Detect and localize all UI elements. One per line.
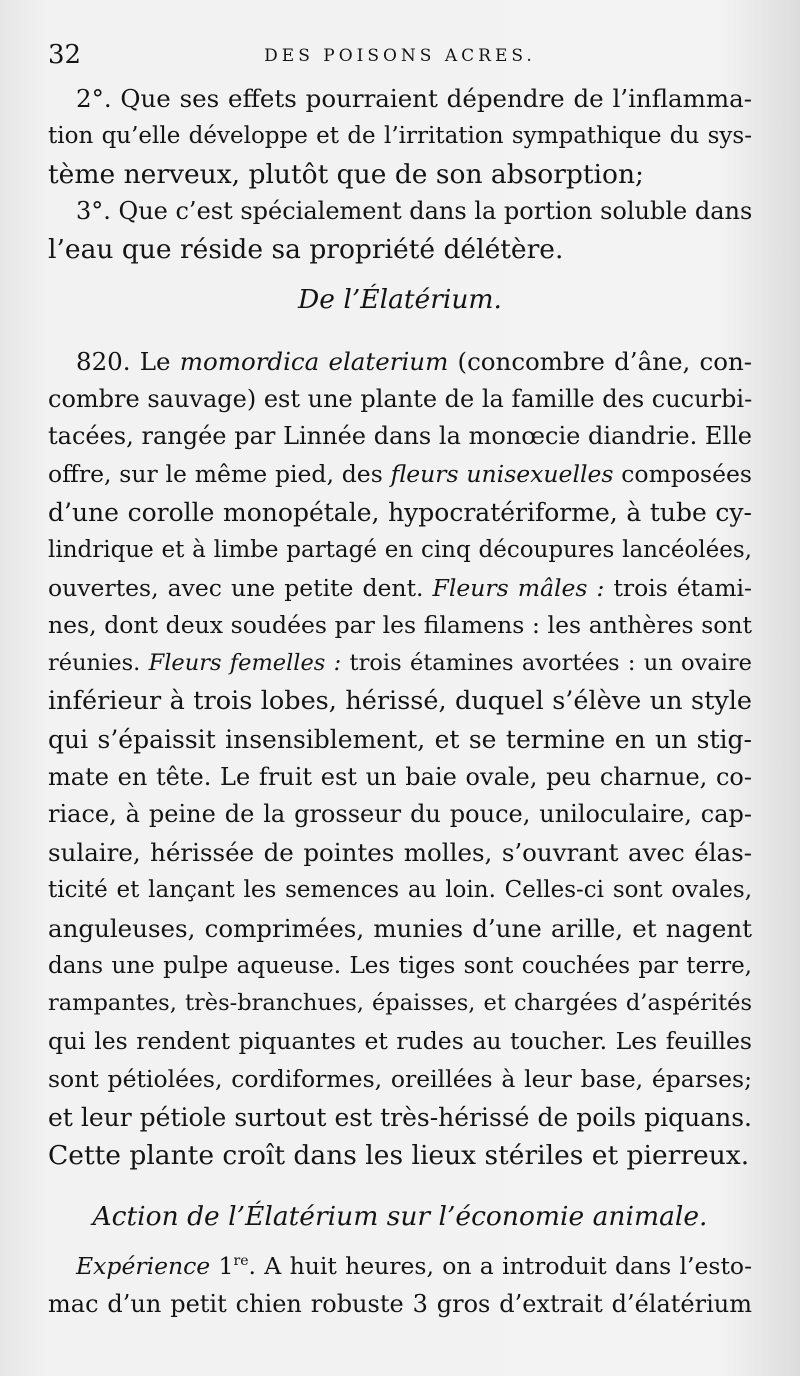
- text-line: [48, 645, 752, 683]
- text-line: et leur pétiole surtout est très-hérissé de poils piquans.: [48, 1102, 752, 1132]
- running-head: DES POISONS ACRES.: [264, 46, 536, 66]
- text-line: mate en tête. Le fruit est un baie ovale, peu charnue, co-: [48, 762, 752, 791]
- text-line: [48, 1248, 752, 1286]
- text-line: riace, à peine de la grosseur du pouce, uniloculaire, cap-: [48, 800, 752, 829]
- text-fragment: trois étami-: [604, 573, 752, 602]
- page-number: 32: [48, 40, 82, 70]
- section-heading: De l’Élatérium.: [298, 283, 502, 315]
- text-line: [48, 456, 752, 494]
- species-name: momordica elaterium: [179, 346, 449, 376]
- text-line: sont pétiolées, cordiformes, oreillées à leur base, éparses;: [48, 1064, 752, 1093]
- text-fragment: 820. Le: [76, 346, 180, 376]
- text-line: l’eau que réside sa propriété délétère.: [48, 234, 564, 266]
- text-fragment: réunies.: [48, 650, 149, 677]
- body-text: [48, 80, 752, 1324]
- text-fragment: offre, sur le même pied, des: [48, 460, 391, 489]
- text-line: qui les rendent piquantes et rudes au toucher. Les feuilles: [48, 1027, 752, 1056]
- text-fragment: (concombre d’âne, con-: [448, 346, 752, 376]
- text-line: qui s’épaissit insensiblement, et se termine en un stig-: [48, 724, 752, 754]
- text-line: 2°. Que ses effets pourraient dépendre de l’inflamma-: [76, 84, 752, 113]
- text-line: tacées, rangée par Linnée dans la monœcie diandrie. Elle: [48, 422, 752, 451]
- text-line: ticité et lançant les semences au loin. Celles-ci sont ovales,: [48, 876, 752, 903]
- italic-term: fleurs unisexuelles: [390, 460, 614, 489]
- text-fragment: . A huit heures, on a introduit dans l’esto-: [248, 1252, 753, 1281]
- italic-term: Fleurs femelles :: [148, 650, 342, 677]
- ordinal-suffix: re: [233, 1253, 249, 1270]
- text-line: sulaire, hérissée de pointes molles, s’ouvrant avec élas-: [48, 838, 752, 868]
- text-line: nes, dont deux soudées par les filamens : les anthères sont: [48, 611, 752, 640]
- experiment-number: 1: [210, 1252, 234, 1281]
- text-line: [48, 343, 752, 381]
- text-line: mac d’un petit chien robuste 3 gros d’extrait d’élatérium: [48, 1289, 752, 1318]
- text-line: dans une pulpe aqueuse. Les tiges sont couchées par terre,: [48, 952, 752, 979]
- text-line: [48, 570, 752, 608]
- text-line: anguleuses, comprimées, munies d’une arille, et nagent: [48, 913, 752, 943]
- text-line: tion qu’elle développe et de l’irritation sympathique du sys-: [48, 122, 752, 149]
- text-fragment: composées: [613, 460, 752, 489]
- text-line: combre sauvage) est une plante de la famille des cucurbi-: [48, 384, 753, 413]
- text-line: lindrique et à limbe partagé en cinq découpures lancéolées,: [48, 536, 752, 563]
- text-fragment: trois étamines avortées : un ovaire: [341, 650, 752, 677]
- italic-term: Fleurs mâles :: [432, 573, 605, 602]
- page-header: [48, 40, 752, 74]
- section-heading: Action de l’Élatérium sur l’économie animale.: [92, 1201, 708, 1233]
- text-line: rampantes, très-branchues, épaisses, et chargées d’aspérités: [48, 990, 752, 1017]
- text-line: 3°. Que c’est spécialement dans la portion soluble dans: [76, 197, 753, 226]
- text-line: Cette plante croît dans les lieux stériles et pierreux.: [48, 1139, 750, 1171]
- experiment-label: Expérience: [76, 1252, 211, 1281]
- text-line: tème nerveux, plutôt que de son absorption;: [48, 158, 644, 190]
- text-line: d’une corolle monopétale, hypocratériforme, à tube cy-: [48, 497, 752, 527]
- text-fragment: ouvertes, avec une petite dent.: [48, 573, 433, 602]
- text-line: inférieur à trois lobes, hérissé, duquel s’élève un style: [48, 685, 752, 716]
